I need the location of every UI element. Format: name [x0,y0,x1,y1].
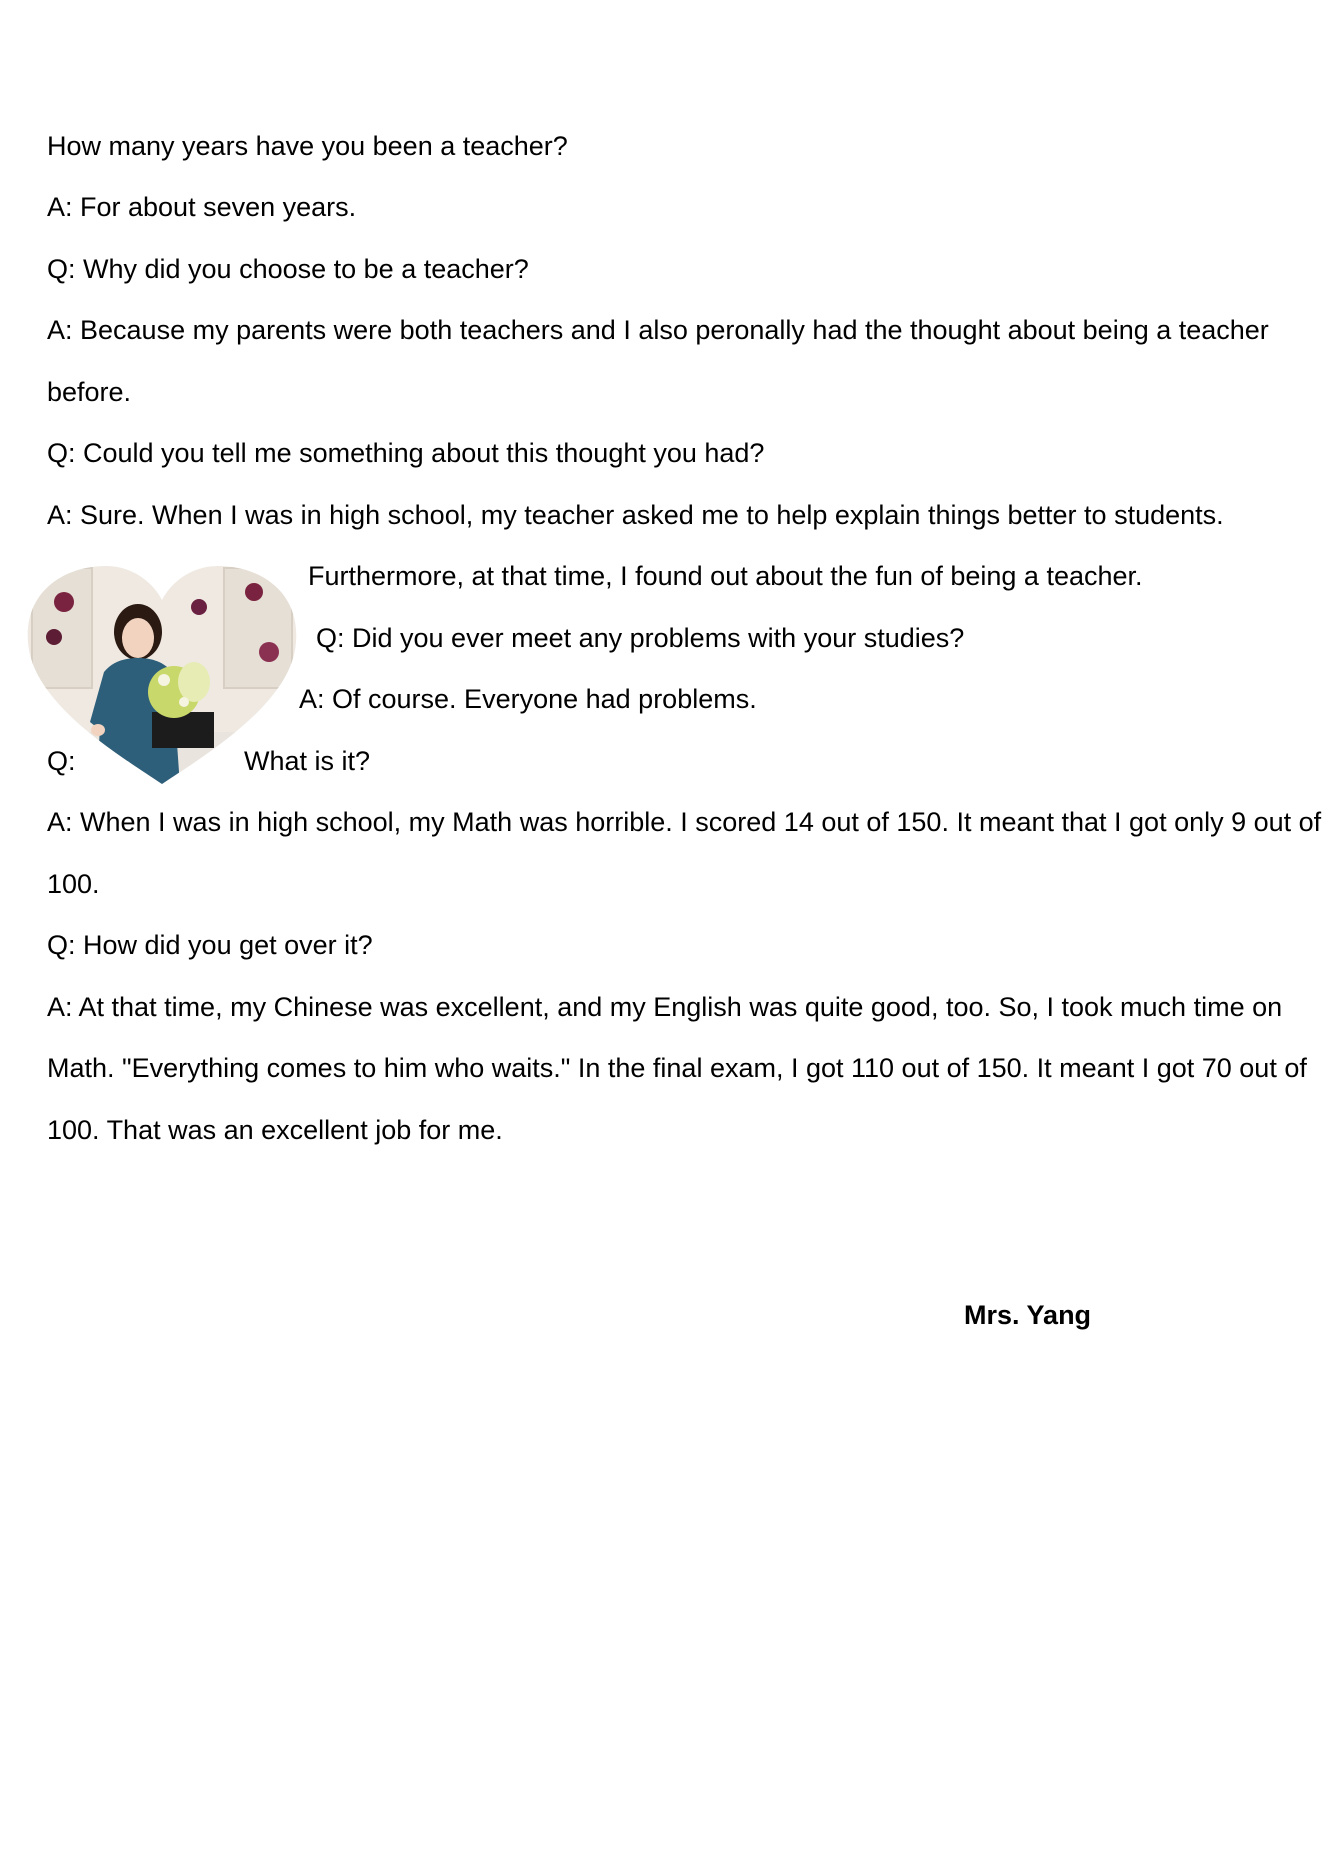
answer-math-line-1: A: When I was in high school, my Math was horrible. I scored 14 out of 150. It meant that I got only 9 out of [47,807,1322,837]
answer-thought-line-1: A: Sure. When I was in high school, my teacher asked me to help explain things better to students. [47,500,1224,530]
flower-basket [152,712,214,748]
wall-flower-1 [54,592,74,612]
author-signature: Mrs. Yang [964,1300,1092,1330]
wall-flower-5 [191,599,207,615]
flower-bloom-1 [158,674,170,686]
wall-flower-2 [46,629,62,645]
wall-flower-3 [245,583,263,601]
answer-get-over-line-3: 100. That was an excellent job for me. [47,1115,503,1145]
flower-bloom-2 [179,697,189,707]
question-get-over: Q: How did you get over it? [47,930,373,960]
person-hand [91,724,105,736]
answer-why-teacher-line-2: before. [47,377,132,407]
person-face [122,618,154,658]
answer-thought-line-2: Furthermore, at that time, I found out about the fun of being a teacher. [308,561,1143,591]
question-what-is-it: What is it? [244,746,371,776]
question-years-teaching: How many years have you been a teacher? [47,131,568,161]
question-why-teacher: Q: Why did you choose to be a teacher? [47,254,529,284]
question-label: Q: [47,746,76,776]
answer-get-over-line-2: Math. "Everything comes to him who waits." In the final exam, I got 110 out of 150. It meant I got 70 out of [47,1053,1307,1083]
question-thought: Q: Could you tell me something about this thought you had? [47,438,765,468]
flower-bouquet-highlight [178,662,210,702]
answer-why-teacher-line-1: A: Because my parents were both teachers and I also peronally had the thought about being a teacher [47,315,1269,345]
answer-get-over-line-1: A: At that time, my Chinese was excellent, and my English was quite good, too. So, I took much time on [47,992,1283,1022]
answer-math-line-2: 100. [47,869,100,899]
heart-shaped-teacher-photo [24,562,300,786]
answer-problems: A: Of course. Everyone had problems. [299,684,757,714]
wall-flower-4 [259,642,279,662]
question-problems: Q: Did you ever meet any problems with your studies? [316,623,965,653]
answer-years-teaching: A: For about seven years. [47,192,357,222]
photo-wall-panel-left [32,568,92,688]
